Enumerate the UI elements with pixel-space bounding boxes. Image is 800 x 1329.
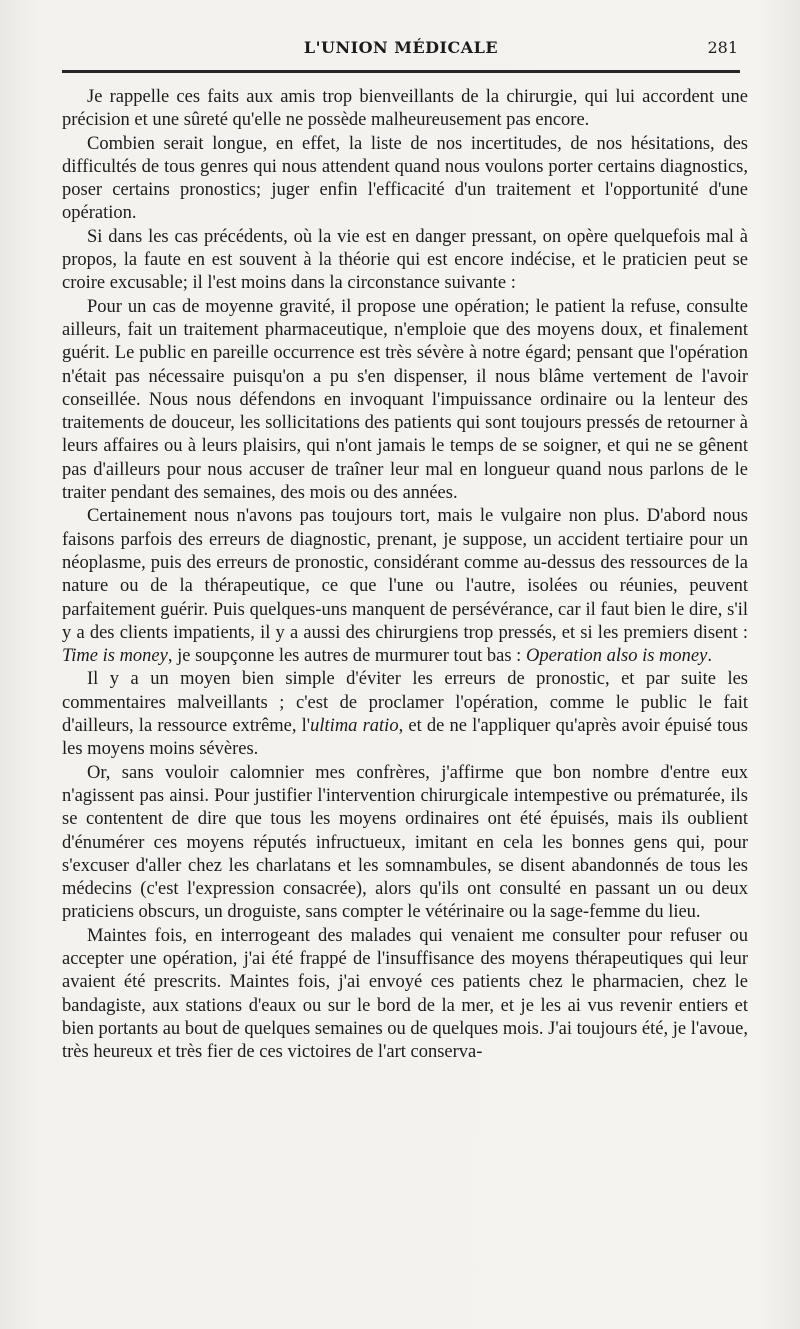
paragraph bbox=[62, 668, 748, 761]
paragraph-text: . bbox=[707, 646, 712, 667]
italic-phrase: ultima ratio bbox=[310, 716, 399, 737]
italic-phrase: Operation also is money bbox=[525, 646, 708, 667]
paragraph-text: , et de ne l'appliquer qu'après avoir épuisé tous les moyens moins sévères. bbox=[62, 716, 749, 760]
running-title: L'UNION MÉDICALE bbox=[303, 38, 499, 57]
paragraph: Combien serait longue, en effet, la liste de nos incertitudes, de nos hésitations, des difficultés de tous genres qui nous attendent quand nous voulons porter certains diagnostics, poser certains pronostics; juger enfin l'efficacité d'un traitement et l'opportunité d'une opération. bbox=[62, 133, 748, 224]
paragraph: Maintes fois, en interrogeant des malades qui venaient me consulter pour refuser ou accepter une opération, j'ai été frappé de l'insuffisance des moyens thérapeutiques qui leur avaient été prescrits. Maintes fois, j'ai envoyé ces patients chez le pharmacien, chez le bandagiste, aux stations d'eaux ou sur le bord de la mer, et je les ai vus revenir entiers et bien portants au bout de quelques semaines ou de quelques mois. J'ai toujours été, je l'avoue, très heureux et très fier de ces victoires de l'art conserva- bbox=[62, 925, 748, 1063]
header-rule bbox=[62, 70, 740, 73]
paragraph: Or, sans vouloir calomnier mes confrères, j'affirme que bon nombre d'entre eux n'agissent pas ainsi. Pour justifier l'intervention chirurgicale intempestive ou prématurée, ils se contentent de dire que tous les moyens ordinaires ont été épuisés, mais ils oublient d'énumérer ces moyens réputés infructueux, imitant en cela les bonnes gens qui, pour s'excuser d'aller chez les charlatans et les somnambules, se disent abandonnés de tous les médecins (c'est l'expression consacrée), alors qu'ils ont consulté en passant un ou deux praticiens obscurs, un droguiste, sans compter le vétérinaire ou la sage-femme du lieu. bbox=[62, 762, 748, 923]
paragraph-text: , je soupçonne les autres de murmurer tout bas : bbox=[167, 646, 526, 667]
body-text bbox=[62, 86, 748, 1064]
paragraph: Si dans les cas précédents, où la vie est en danger pressant, on opère quelquefois mal à propos, la faute en est souvent à la théorie qui est encore indécise, et le praticien peut se croire excusable; il l'est moins dans la circonstance suivante : bbox=[62, 226, 748, 294]
page-header bbox=[62, 36, 740, 66]
italic-phrase: Time is money bbox=[62, 646, 168, 667]
paragraph: Je rappelle ces faits aux amis trop bienveillants de la chirurgie, qui lui accordent une précision et une sûreté qu'elle ne possède malheureusement pas encore. bbox=[62, 87, 748, 131]
paragraph: Pour un cas de moyenne gravité, il propose une opération; le patient la refuse, consulte ailleurs, fait un traitement pharmaceutique, n'emploie que des moyens doux, et finalement guérit. Le public en pareille occurrence est très sévère à notre égard; pensant que l'opération n'était pas nécessaire puisqu'on a pu s'en dispenser, il nous blâme vertement de l'avoir conseillée. Nous nous défendons en invoquant l'impuissance ordinaire ou la lenteur des traitements de douceur, les sollicitations des patients qui sont toujours pressés de retourner à leurs affaires ou à leurs plaisirs, qui n'ont jamais le temps de se soigner, et qui ne se gênent pas d'ailleurs pour nous accuser de traîner leur mal en longueur quand nous parlons de le traiter pendant des semaines, des mois ou des années. bbox=[62, 296, 748, 504]
paragraph bbox=[62, 505, 748, 668]
paragraph-text: Certainement nous n'avons pas toujours tort, mais le vulgaire non plus. D'abord nous faisons parfois des erreurs de diagnostic, prenant, je suppose, un accident tertiaire pour un néoplasme, puis des erreurs de pronostic, considérant comme au-dessus des ressources de la nature ou de la thérapeutique, ce que l'une ou l'autre, isolées ou réunies, peuvent parfaitement guérir. Puis quelques-uns manquent de persévérance, car il faut bien le dire, s'il y a des clients impatients, il y a aussi des chirurgiens trop pressés, et si les premiers disent : bbox=[62, 506, 748, 643]
page-number: 281 bbox=[707, 38, 738, 57]
paragraph-text: Il y a un moyen bien simple d'éviter les erreurs de pronostic, et par suite les commentaires malveillants ; c'est de proclamer l'opération, comme le public le fait d'ailleurs, la ressource extrême, l' bbox=[62, 669, 748, 737]
